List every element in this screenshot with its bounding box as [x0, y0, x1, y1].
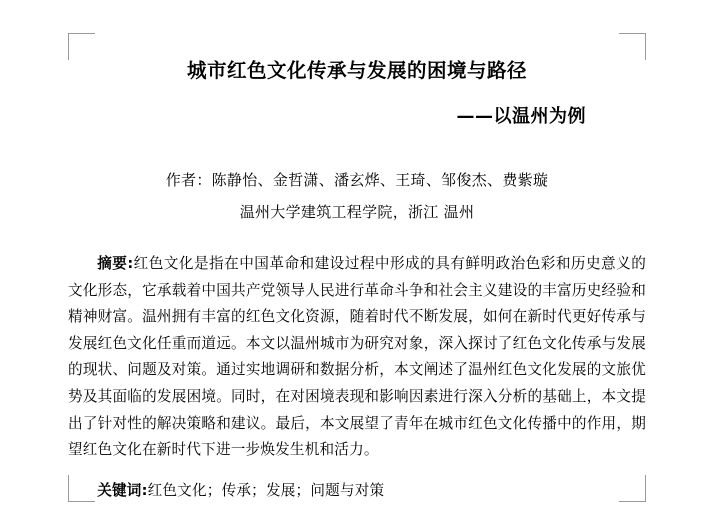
page-subtitle: ——以温州为例	[456, 106, 586, 128]
keywords-paragraph	[68, 478, 646, 505]
author-list: 作者：陈静怡、金哲潇、潘玄烨、王琦、邹俊杰、费紫璇	[165, 171, 549, 190]
document-content	[68, 46, 646, 519]
page-title: 城市红色文化传承与发展的困境与路径	[186, 59, 527, 82]
abstract-paragraph	[68, 251, 646, 463]
keywords-text: 红色文化；传承；发展；问题与对策	[147, 482, 385, 500]
keywords-label: 关键词:	[97, 482, 148, 500]
abstract-text: 红色文化是指在中国革命和建设过程中形成的具有鲜明政治色彩和历史意义的文化形态，它承载着中国共产党领导人民进行革命斗争和社会主义建设的丰富历史经验和精神财富。温州拥有丰富的红色文化资源，随着时代不断发展，如何在新时代更好传承与发展红色文化任重而道远。本文以温州城市为研究对象，深入探讨了红色文化传承与发展的现状、问题及对策。通过实地调研和数据分析，本文阐述了温州红色文化发展的文旅优势及其面临的发展困境。同时，在对困境表现和影响因素进行深入分析的基础上，本文提出了针对性的解决策略和建议。最后，本文展望了青年在城市红色文化传播中的作用，期望红色文化在新时代下进一步焕发生机和活力。	[68, 255, 647, 459]
affiliation: 温州大学建筑工程学院，浙江 温州	[239, 202, 475, 221]
abstract-label: 摘要:	[97, 255, 134, 273]
